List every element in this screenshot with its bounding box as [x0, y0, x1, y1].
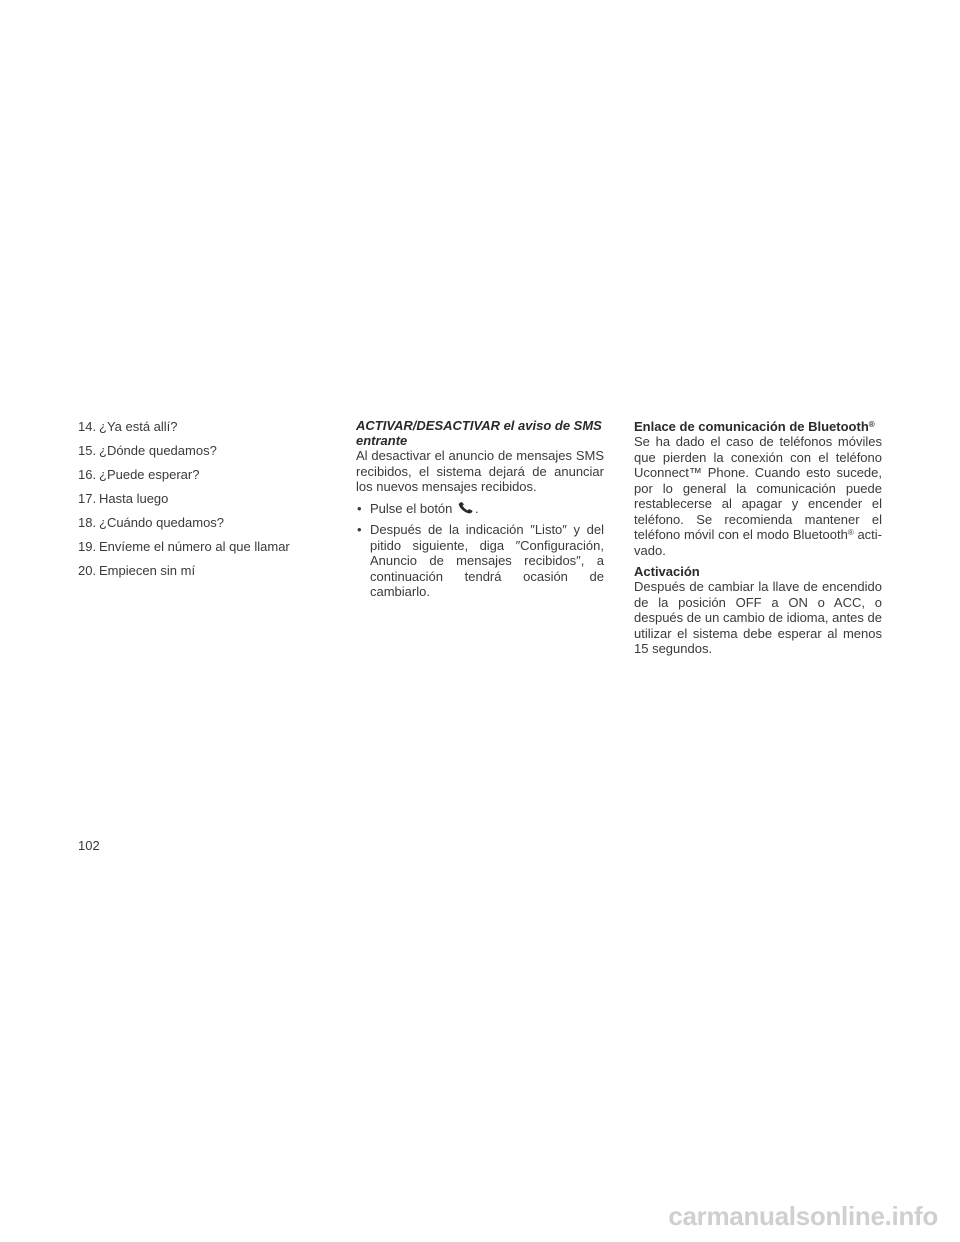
list-item-number: 15.: [78, 443, 97, 458]
sms-section-heading: [356, 419, 604, 448]
bullet2-text: Después de la indicación ″Listo″ y del pitido siguiente, diga ″Configuración, Anuncio de mensajes recibidos″, a continuación tendrá ocasión de cambiarlo.: [370, 522, 604, 599]
bluetooth-body-part1: Se ha dado el caso de teléfonos móviles que pierden la conexión con el teléfono Uconnect™ Phone. Cuando esto sucede, por lo general la comunicación puede restablecerse al apagar y encender el teléfono. Se recomienda mantener el teléfono móvil con el modo Bluetooth: [634, 434, 882, 542]
list-item: [78, 467, 318, 483]
bullet1-text-before: Pulse el botón: [370, 500, 453, 516]
activation-section-heading: Activación: [634, 564, 700, 579]
list-item-number: 17.: [78, 491, 97, 506]
sms-heading-line2: entrante: [356, 432, 408, 448]
list-item-number: 16.: [78, 467, 97, 482]
watermark-logo: carmanualsonline.info: [668, 1201, 938, 1231]
bluetooth-heading-text: Enlace de comunicación de Bluetooth: [634, 419, 869, 434]
list-item-number: 19.: [78, 539, 97, 554]
sms-heading-line1: ACTIVAR/DESACTIVAR el aviso de SMS: [356, 418, 602, 433]
list-item: [78, 563, 318, 579]
page-number: 102: [78, 838, 100, 853]
list-item-text: Hasta luego: [99, 491, 169, 506]
phone-icon: [458, 502, 475, 514]
sms-bullet-list: [356, 501, 604, 600]
sms-section-body: Al desactivar el anuncio de mensajes SMS recibidos, el sistema dejará de anunciar los nuevos mensajes recibidos.: [356, 448, 604, 494]
numbered-phrase-list: [78, 419, 318, 579]
bullet-marker: •: [357, 500, 362, 516]
bluetooth-section-heading: [634, 419, 882, 434]
list-item-text: ¿Cuándo quedamos?: [99, 515, 225, 530]
list-item-number: 20.: [78, 563, 97, 578]
phrase-list-column: [78, 419, 318, 587]
registered-mark: ®: [868, 420, 875, 429]
list-item-text: Empiecen sin mí: [99, 563, 196, 578]
bluetooth-section-body: [634, 434, 882, 558]
list-item-text: ¿Ya está allí?: [99, 419, 178, 434]
list-item: [78, 539, 318, 555]
list-item: [78, 515, 318, 531]
list-item-text: ¿Dónde quedamos?: [99, 443, 217, 458]
list-item: [78, 419, 318, 435]
list-item: [78, 443, 318, 459]
activation-section-body: Después de cambiar la llave de encendido de la posición OFF a ON o ACC, o después de un cambio de idioma, antes de utilizar el sistema debe esperar al menos 15 segundos.: [634, 579, 882, 656]
bluetooth-section-column: [634, 419, 882, 657]
list-item-text: ¿Puede esperar?: [99, 467, 200, 482]
bullet1-text-after: .: [475, 500, 479, 516]
list-item-text: Envíeme el número al que llamar: [99, 539, 290, 554]
sms-section-column: [356, 419, 604, 606]
list-item: [78, 491, 318, 507]
list-item-number: 14.: [78, 419, 97, 434]
list-item-number: 18.: [78, 515, 97, 530]
sms-bullet-2: [356, 522, 604, 600]
sms-bullet-1: [356, 501, 604, 517]
bluetooth-body-part2: acti-vado.: [634, 527, 883, 558]
bullet-marker: •: [357, 522, 362, 537]
registered-mark: ®: [847, 528, 854, 537]
